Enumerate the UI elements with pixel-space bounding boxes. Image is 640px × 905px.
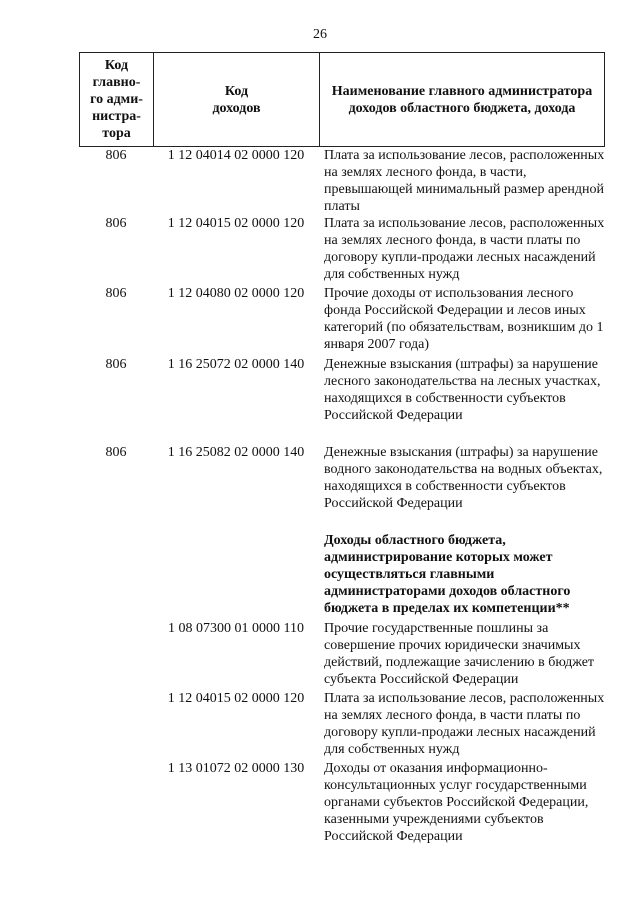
header-income-code: Код доходов <box>154 53 320 146</box>
page-number: 26 <box>313 27 327 42</box>
income-name-cell: Денежные взыскания (штрафы) за нарушение лесного законодательства на лесных участках, находящихся в собственности субъектов Российской Федерации <box>324 357 601 423</box>
income-code-cell: 1 12 04014 02 0000 120 <box>167 148 305 163</box>
table-section-heading <box>79 532 605 620</box>
table-row <box>79 760 605 848</box>
admin-code-cell: 806 <box>105 216 127 231</box>
admin-code-cell: 806 <box>105 148 127 163</box>
income-code-cell: 1 12 04015 02 0000 120 <box>167 216 305 231</box>
income-code-cell: 1 13 01072 02 0000 130 <box>167 761 305 776</box>
income-code-cell: 1 16 25072 02 0000 140 <box>167 357 305 372</box>
income-name-cell: Доходы от оказания информационно-консультационных услуг государственными органами субъектов Российской Федерации, казенными учреждениями субъектов Российской Федерации <box>324 761 589 844</box>
table-row <box>79 620 605 690</box>
admin-code-cell <box>79 620 153 690</box>
header-admin-code: Код главно- го адми- нистра- тора <box>80 53 154 146</box>
table-row <box>79 356 605 444</box>
income-code-cell: 1 16 25082 02 0000 140 <box>167 445 305 460</box>
table-row <box>79 285 605 356</box>
table-body <box>79 147 605 848</box>
income-code-cell: 1 12 04015 02 0000 120 <box>167 691 305 706</box>
income-code-cell: 1 08 07300 01 0000 110 <box>168 621 304 636</box>
admin-code-cell <box>79 690 153 760</box>
table-row <box>79 690 605 760</box>
table-row <box>79 215 605 285</box>
admin-code-cell <box>79 760 153 848</box>
income-code-cell <box>153 532 319 620</box>
table-header <box>79 52 605 147</box>
admin-code-cell: 806 <box>105 357 127 372</box>
admin-code-cell: 806 <box>105 286 127 301</box>
section-heading-text: Доходы областного бюджета, администрирование которых может осуществляться главными администраторами доходов областного бюджета в пределах их компетенции** <box>324 533 571 616</box>
table-row <box>79 147 605 215</box>
income-name-cell: Денежные взыскания (штрафы) за нарушение водного законодательства на водных объектах, находящихся в собственности субъектов Российской Федерации <box>324 445 603 511</box>
admin-code-cell: 806 <box>105 445 127 460</box>
income-name-cell: Плата за использование лесов, расположенных на землях лесного фонда, в части платы по договору купли-продажи лесных насаждений для собственных нужд <box>324 691 605 757</box>
income-name-cell: Плата за использование лесов, расположенных на землях лесного фонда, в части платы по договору купли-продажи лесных насаждений для собственных нужд <box>324 216 605 282</box>
table-row <box>79 444 605 532</box>
income-name-cell: Плата за использование лесов, расположенных на землях лесного фонда, в части, превышающей минимальный размер арендной платы <box>324 148 605 214</box>
income-name-cell: Прочие доходы от использования лесного фонда Российской Федерации и лесов иных категорий (по обязательствам, возникшим до 1 января 2007 года) <box>324 286 604 352</box>
income-code-cell: 1 12 04080 02 0000 120 <box>167 286 305 301</box>
income-name-cell: Прочие государственные пошлины за совершение прочих юридически значимых действий, подлежащие зачислению в бюджет субъекта Российской Федерации <box>324 621 595 687</box>
admin-code-cell <box>79 532 153 620</box>
header-name: Наименование главного администратора доходов областного бюджета, дохода <box>331 83 593 116</box>
